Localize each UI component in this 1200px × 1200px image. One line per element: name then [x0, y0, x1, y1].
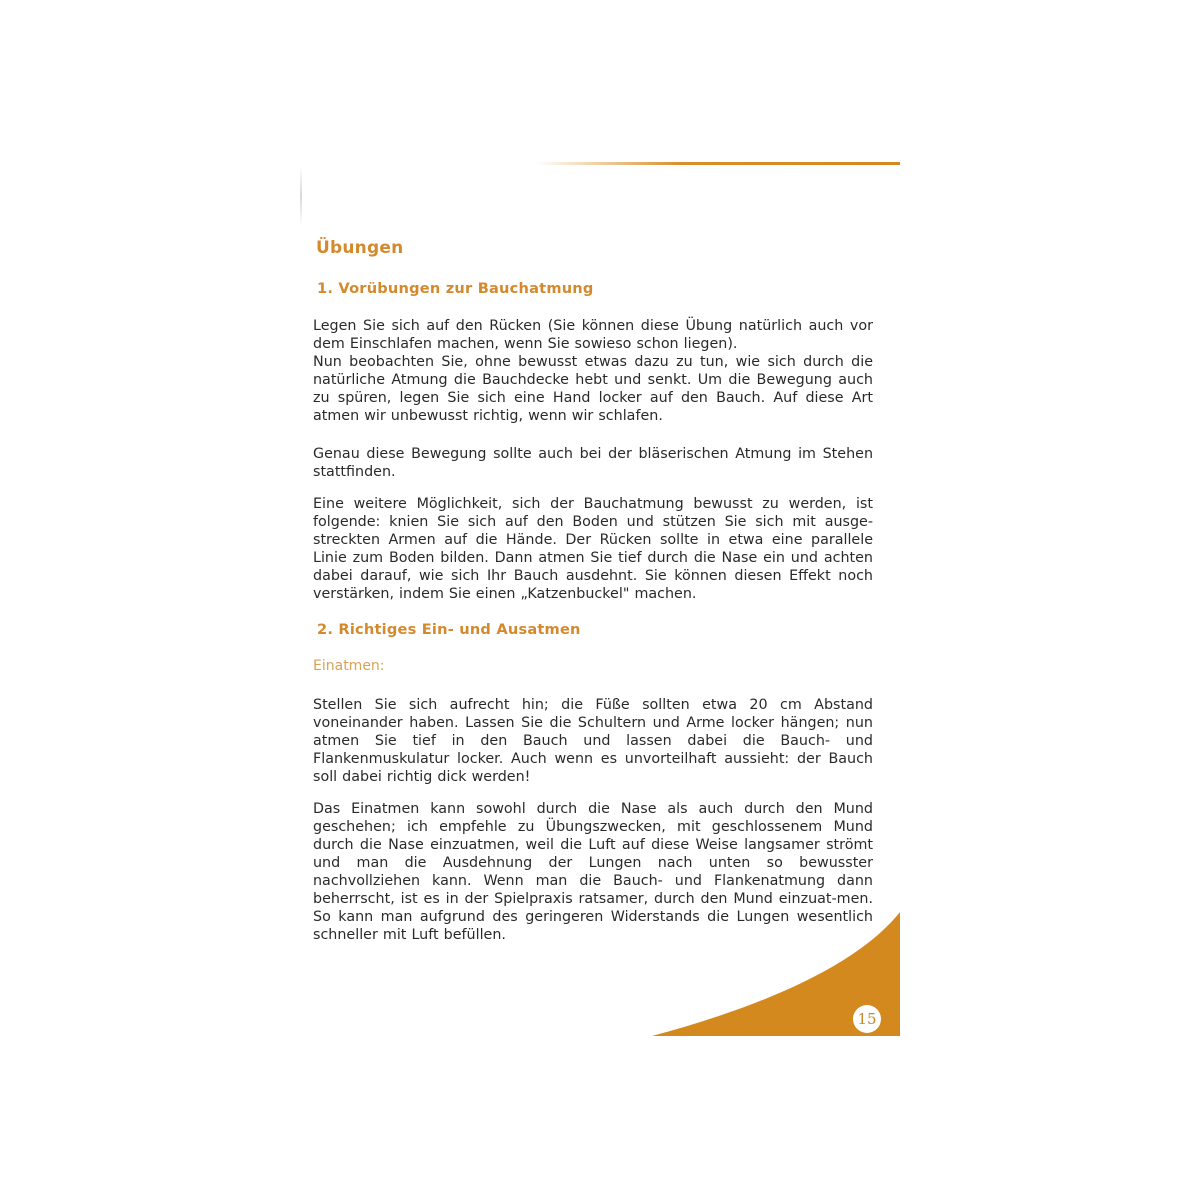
paragraph-observe-breathing: Nun beobachten Sie, ohne bewusst etwas dazu zu tun, wie sich durch die natürliche Atmung die Bauchdecke hebt und senkt. Um die Bewegung auch zu spüren, legen Sie sich eine Hand locker auf den Bauch. Auf diese Art atmen wir unbewusst richtig, wenn wir schlafen. — [313, 354, 873, 424]
page-content — [313, 238, 873, 944]
section-title-inhale-exhale: 2. Richtiges Ein- und Ausatmen — [317, 621, 581, 638]
page-edge-shadow — [300, 166, 302, 226]
page-heading: Übungen — [316, 238, 404, 258]
section-title-breathing-preparation: 1. Vorübungen zur Bauchatmung — [317, 280, 594, 297]
paragraph-kneeling-exercise: Eine weitere Möglichkeit, sich der Bauchatmung bewusst zu werden, ist folgende: knien Sie sich auf den Boden und stützen Sie sich mit ausge-streckten Armen auf die Hände. Der Rücken sollte in etwa eine parallele Linie zum Boden bilden. Dann atmen Sie tief durch die Nase ein und achten dabei darauf, wie sich Ihr Bauch ausdehnt. Sie können diesen Effekt noch verstärken, indem Sie einen „Katzenbuckel" machen. — [313, 496, 873, 602]
paragraph-nose-or-mouth: Das Einatmen kann sowohl durch die Nase als auch durch den Mund geschehen; ich empfehle zu Übungszwecken, mit geschlossenem Mund durch die Nase einzuatmen, weil die Luft auf diese Weise langsamer strömt und man die Ausdehnung der Lungen nach unten so bewusster nachvollziehen kann. Wenn man die Bauch- und Flankenatmung dann beherrscht, ist es in der Spielpraxis ratsamer, durch den Mund einzuat-men. So kann man aufgrund des geringeren Widerstands die Lungen wesentlich schneller mit Luft befüllen. — [313, 801, 873, 943]
paragraph-stand-upright: Stellen Sie sich aufrecht hin; die Füße sollten etwa 20 cm Abstand voneinander haben. Lassen Sie die Schultern und Arme locker hängen; nun atmen Sie tief in den Bauch und lassen dabei die Bauch- und Flankenmuskulatur locker. Auch wenn es unvorteilhaft aussieht: der Bauch soll dabei richtig dick werden! — [313, 697, 873, 785]
subsection-title-inhaling: Einatmen: — [313, 658, 385, 674]
book-page — [300, 160, 900, 1036]
top-decorative-rule — [536, 162, 900, 165]
paragraph-lie-down: Legen Sie sich auf den Rücken (Sie können diese Übung natürlich auch vor dem Einschlafen machen, wenn Sie sowieso schon liegen). — [313, 318, 873, 352]
page-number-badge: 15 — [853, 1005, 881, 1033]
paragraph-standing-movement: Genau diese Bewegung sollte auch bei der bläserischen Atmung im Stehen stattfinden. — [313, 446, 873, 480]
